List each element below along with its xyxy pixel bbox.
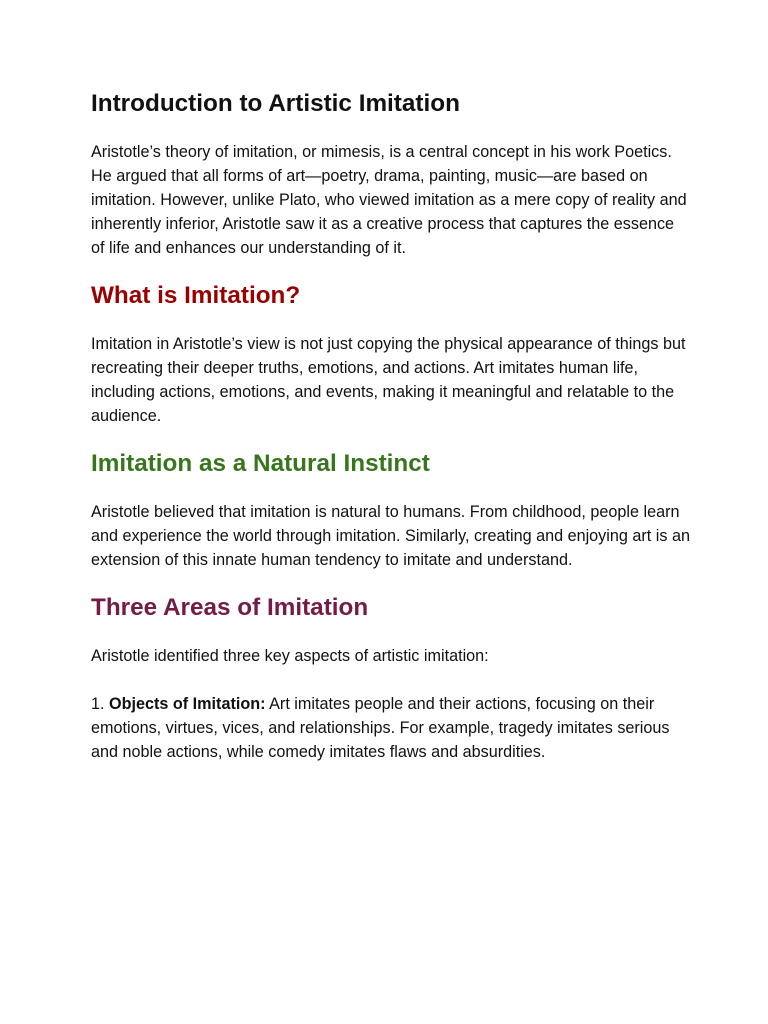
spacer: [91, 620, 691, 644]
list-item-number: 1.: [91, 695, 105, 713]
spacer: [91, 116, 691, 140]
natural-instinct-paragraph: Aristotle believed that imitation is natural to humans. From childhood, people learn and experience the world through imitation. Similarly, creating and enjoying art is an extension of this innate human tendency to imitate and understand.: [91, 503, 690, 569]
intro-heading: Introduction to Artistic Imitation: [91, 90, 460, 117]
three-areas-heading: Three Areas of Imitation: [91, 594, 369, 621]
document-page: [91, 92, 691, 764]
intro-paragraph: Aristotle’s theory of imitation, or mimesis, is a central concept in his work Poetics. He argued that all forms of art—poetry, drama, painting, music—are based on imitation. However, unlike Plato, who viewed imitation as a mere copy of reality and inherently inferior, Aristotle saw it as a creative process that captures the essence of life and enhances our understanding of it.: [91, 143, 687, 257]
natural-instinct-heading: Imitation as a Natural Instinct: [91, 450, 430, 477]
spacer: [91, 260, 691, 284]
what-is-imitation-paragraph: Imitation in Aristotle’s view is not just copying the physical appearance of things but recreating their deeper truths, emotions, and actions. Art imitates human life, including actions, emotions, and events, making it meaningful and relatable to the audience.: [91, 335, 686, 425]
spacer: [91, 572, 691, 596]
three-areas-paragraph: Aristotle identified three key aspects of artistic imitation:: [91, 647, 489, 665]
spacer: [91, 428, 691, 452]
what-is-imitation-heading: What is Imitation?: [91, 282, 301, 309]
spacer: [91, 668, 691, 692]
spacer: [91, 476, 691, 500]
list-item-text: Art imitates people and their actions, focusing on their emotions, virtues, vices, and relationships. For example, tragedy imitates serious and noble actions, while comedy imitates flaws and absurdities.: [91, 695, 670, 761]
list-item-term: Objects of Imitation:: [109, 695, 266, 713]
spacer: [91, 308, 691, 332]
list-item: [91, 692, 691, 764]
